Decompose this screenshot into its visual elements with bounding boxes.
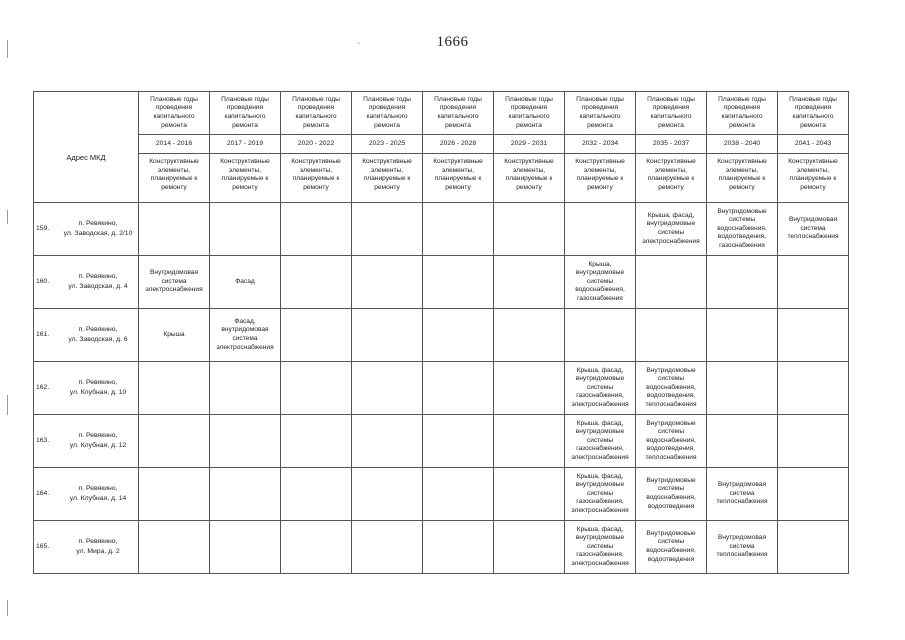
- repair-elements-cell: [636, 256, 707, 309]
- repair-elements-cell: [210, 203, 281, 256]
- repair-elements-cell: [210, 521, 281, 574]
- elements-header: Конструктивные элементы, планируемые к ремонту: [494, 154, 565, 203]
- address-line-settlement: п. Ревякино,: [78, 273, 118, 281]
- period-cell: 2041 - 2043: [778, 135, 849, 154]
- period-cell: 2014 - 2016: [139, 135, 210, 154]
- address-text: [58, 219, 138, 238]
- repair-elements-cell: [565, 203, 636, 256]
- period-cell: 2017 - 2019: [210, 135, 281, 154]
- page-number: 1666: [436, 34, 469, 50]
- repair-elements-cell: [494, 468, 565, 521]
- repair-elements-cell: [707, 415, 778, 468]
- repair-elements-cell: [210, 468, 281, 521]
- repair-elements-cell: Крыша, фасад, внутридомовые системы газоснабжения, электроснабжения: [565, 521, 636, 574]
- planned-years-header: Плановые годы проведения капитального ремонта: [707, 92, 778, 135]
- repair-elements-cell: [423, 256, 494, 309]
- repair-elements-cell: [352, 309, 423, 362]
- period-cell: 2038 - 2040: [707, 135, 778, 154]
- planned-years-header: Плановые годы проведения капитального ремонта: [636, 92, 707, 135]
- repair-elements-cell: Крыша, фасад, внутридомовые системы газоснабжения, электроснабжения: [565, 362, 636, 415]
- address-line-settlement: п. Ревякино,: [78, 326, 118, 334]
- address-text: [58, 378, 138, 397]
- address-line-street: ул. Клубная, д. 14: [69, 495, 127, 502]
- repair-elements-cell: [494, 362, 565, 415]
- planned-years-header: Плановые годы проведения капитального ремонта: [281, 92, 352, 135]
- period-cell: 2035 - 2037: [636, 135, 707, 154]
- repair-elements-cell: [139, 415, 210, 468]
- row-number: 164.: [36, 489, 50, 497]
- repair-elements-cell: [281, 521, 352, 574]
- address-line-settlement: п. Ревякино,: [78, 485, 118, 493]
- header-row-periods: [34, 135, 849, 154]
- repair-elements-cell: [778, 521, 849, 574]
- table-row: [34, 309, 849, 362]
- repair-elements-cell: Внутридомовая система теплоснабжения: [707, 468, 778, 521]
- repair-elements-cell: [565, 309, 636, 362]
- elements-header: Конструктивные элементы, планируемые к ремонту: [352, 154, 423, 203]
- address-line-street: ул. Заводская, д. 4: [68, 283, 128, 290]
- elements-header: Конструктивные элементы, планируемые к ремонту: [636, 154, 707, 203]
- repair-elements-cell: [423, 521, 494, 574]
- address-text: [58, 272, 138, 291]
- address-text: [58, 431, 138, 450]
- repair-elements-cell: [352, 203, 423, 256]
- repair-elements-cell: [778, 415, 849, 468]
- period-cell: 2029 - 2031: [494, 135, 565, 154]
- repair-elements-cell: [423, 203, 494, 256]
- row-number: 165.: [36, 542, 50, 550]
- repair-elements-cell: [210, 362, 281, 415]
- elements-header: Конструктивные элементы, планируемые к ремонту: [281, 154, 352, 203]
- address-cell: [34, 521, 139, 574]
- period-cell: 2020 - 2022: [281, 135, 352, 154]
- repair-elements-cell: [281, 256, 352, 309]
- scan-edge-mark: [7, 395, 8, 415]
- repair-elements-cell: [210, 415, 281, 468]
- repair-elements-cell: [139, 362, 210, 415]
- repair-elements-cell: [352, 521, 423, 574]
- elements-header: Конструктивные элементы, планируемые к ремонту: [707, 154, 778, 203]
- repair-elements-cell: Внутридомовые системы водоснабжения, водоотведения, теплоснабжения: [636, 415, 707, 468]
- row-number: 160.: [36, 277, 50, 285]
- period-cell: 2023 - 2025: [352, 135, 423, 154]
- repair-elements-cell: [494, 203, 565, 256]
- address-line-settlement: п. Ревякино,: [78, 220, 118, 228]
- address-cell: [34, 468, 139, 521]
- repair-elements-cell: [707, 362, 778, 415]
- row-number: 162.: [36, 383, 50, 391]
- scan-mark: `: [357, 42, 361, 53]
- repair-elements-cell: [281, 468, 352, 521]
- planned-years-header: Плановые годы проведения капитального ремонта: [423, 92, 494, 135]
- repair-elements-cell: Крыша, фасад, внутридомовые системы электроснабжения: [636, 203, 707, 256]
- capital-repair-schedule-table: [33, 91, 849, 574]
- table-row: [34, 415, 849, 468]
- address-cell: [34, 256, 139, 309]
- repair-elements-cell: Внутридомовые системы водоснабжения, водоотведения, газоснабжения: [707, 203, 778, 256]
- address-text: [58, 325, 138, 344]
- repair-elements-cell: [494, 256, 565, 309]
- repair-elements-cell: [707, 256, 778, 309]
- elements-header: Конструктивные элементы, планируемые к ремонту: [565, 154, 636, 203]
- table-row: [34, 521, 849, 574]
- repair-elements-cell: [494, 309, 565, 362]
- repair-elements-cell: [494, 415, 565, 468]
- address-cell: [34, 362, 139, 415]
- repair-elements-cell: [281, 309, 352, 362]
- address-text: [58, 537, 138, 556]
- planned-years-header: Плановые годы проведения капитального ремонта: [565, 92, 636, 135]
- table-row: [34, 362, 849, 415]
- repair-elements-cell: [281, 203, 352, 256]
- repair-elements-cell: [352, 468, 423, 521]
- row-number: 163.: [36, 436, 50, 444]
- repair-elements-cell: [423, 415, 494, 468]
- repair-elements-cell: Фасад, внутридомовая система электроснабжения: [210, 309, 281, 362]
- scan-edge-mark: [7, 210, 8, 224]
- planned-years-header: Плановые годы проведения капитального ремонта: [778, 92, 849, 135]
- repair-elements-cell: [352, 362, 423, 415]
- table-row: [34, 203, 849, 256]
- address-line-street: ул. Заводская, д. 2/10: [63, 230, 133, 237]
- repair-elements-cell: [423, 309, 494, 362]
- address-line-settlement: п. Ревякино,: [78, 379, 118, 387]
- repair-elements-cell: [352, 415, 423, 468]
- header-row-planned-years: [34, 92, 849, 135]
- repair-elements-cell: [636, 309, 707, 362]
- repair-elements-cell: Внутридомовая система теплоснабжения: [707, 521, 778, 574]
- address-line-street: ул. Клубная, д. 10: [69, 389, 127, 396]
- repair-elements-cell: [281, 362, 352, 415]
- address-cell: [34, 415, 139, 468]
- address-cell: [34, 203, 139, 256]
- repair-elements-cell: Внутридомовые системы водоснабжения, водоотведения, теплоснабжения: [636, 362, 707, 415]
- scan-edge-mark: [7, 40, 8, 58]
- repair-elements-cell: [139, 468, 210, 521]
- elements-header: Конструктивные элементы, планируемые к ремонту: [778, 154, 849, 203]
- repair-elements-cell: [352, 256, 423, 309]
- address-line-settlement: п. Ревякино,: [78, 432, 118, 440]
- table-body: [34, 203, 849, 574]
- repair-elements-cell: [778, 256, 849, 309]
- repair-elements-cell: Крыша, фасад, внутридомовые системы газоснабжения, электроснабжения: [565, 415, 636, 468]
- repair-elements-cell: [494, 521, 565, 574]
- repair-elements-cell: [778, 468, 849, 521]
- table-row: [34, 256, 849, 309]
- planned-years-header: Плановые годы проведения капитального ремонта: [139, 92, 210, 135]
- repair-elements-cell: Внутридомовые системы водоснабжения, водоотведения: [636, 468, 707, 521]
- address-cell: [34, 309, 139, 362]
- repair-elements-cell: [423, 362, 494, 415]
- repair-elements-cell: [281, 415, 352, 468]
- address-line-street: ул. Мира, д. 2: [76, 548, 120, 555]
- address-line-settlement: п. Ревякино,: [78, 538, 118, 546]
- header-row-elements: [34, 154, 849, 203]
- repair-elements-cell: [139, 203, 210, 256]
- repair-elements-cell: [139, 521, 210, 574]
- address-text: [58, 484, 138, 503]
- repair-elements-cell: Крыша, внутридомовые системы водоснабжения, газоснабжения: [565, 256, 636, 309]
- period-cell: 2026 - 2028: [423, 135, 494, 154]
- planned-years-header: Плановые годы проведения капитального ремонта: [352, 92, 423, 135]
- elements-header: Конструктивные элементы, планируемые к ремонту: [210, 154, 281, 203]
- address-line-street: ул. Клубная, д. 12: [69, 442, 127, 449]
- period-cell: 2032 - 2034: [565, 135, 636, 154]
- planned-years-header: Плановые годы проведения капитального ремонта: [494, 92, 565, 135]
- repair-elements-cell: Крыша: [139, 309, 210, 362]
- repair-elements-cell: Внутридомовая система теплоснабжения: [778, 203, 849, 256]
- scan-edge-mark: [7, 600, 8, 616]
- repair-elements-cell: [423, 468, 494, 521]
- row-number: 159.: [36, 224, 50, 232]
- repair-elements-cell: [778, 362, 849, 415]
- repair-elements-cell: Внутридомовая система электроснабжения: [139, 256, 210, 309]
- elements-header: Конструктивные элементы, планируемые к ремонту: [139, 154, 210, 203]
- planned-years-header: Плановые годы проведения капитального ремонта: [210, 92, 281, 135]
- address-line-street: ул. Заводская, д. 6: [68, 336, 128, 343]
- row-number: 161.: [36, 330, 50, 338]
- address-header: Адрес МКД: [34, 92, 139, 203]
- elements-header: Конструктивные элементы, планируемые к ремонту: [423, 154, 494, 203]
- repair-elements-cell: [778, 309, 849, 362]
- repair-elements-cell: Фасад: [210, 256, 281, 309]
- repair-elements-cell: Внутридомовые системы водоснабжения, водоотведения: [636, 521, 707, 574]
- repair-elements-cell: Крыша, фасад, внутридомовые системы газоснабжения, электроснабжения: [565, 468, 636, 521]
- table-row: [34, 468, 849, 521]
- repair-elements-cell: [707, 309, 778, 362]
